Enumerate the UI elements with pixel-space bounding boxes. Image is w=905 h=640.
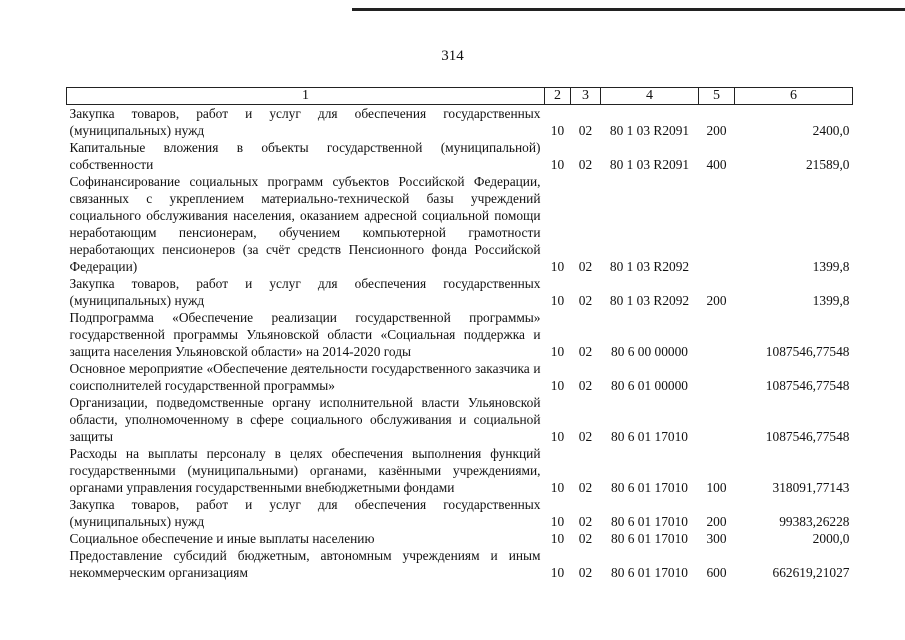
row-description: Расходы на выплаты персоналу в целях обеспечения выполнения функций государственными (муниципальными) органами, казёнными учреждениями, органами управления государственными внебюджетными фондами <box>69 446 541 495</box>
row-amount: 21589,0 <box>805 157 850 172</box>
row-subsection: 02 <box>578 259 593 274</box>
row-description: Социальное обеспечение и иные выплаты населению <box>69 531 375 546</box>
row-target-code: 80 6 00 00000 <box>611 344 688 359</box>
row-amount: 1399,8 <box>812 259 850 274</box>
budget-table <box>66 87 853 581</box>
table-row <box>67 445 853 496</box>
header-col-2: 2 <box>545 88 571 105</box>
top-rule <box>352 8 905 11</box>
table-row <box>67 530 853 547</box>
row-description: Подпрограмма «Обеспечение реализации государственной программы» государственной программы Ульяновской области «Социальная поддержка и защита населения Ульяновской области» на 2014-2020 годы <box>69 310 541 359</box>
row-subsection: 02 <box>578 344 593 359</box>
row-amount: 2400,0 <box>812 123 850 138</box>
row-description: Основное мероприятие «Обеспечение деятельности государственного заказчика и соисполнителей государственной программы» <box>69 361 541 393</box>
row-description: Организации, подведомственные органу исполнительной власти Ульяновской области, уполномоченному в сфере социального обслуживания и социальной защиты <box>69 395 541 444</box>
row-expense-type <box>699 173 735 275</box>
row-expense-type: 400 <box>706 157 727 172</box>
row-section: 10 <box>550 565 565 580</box>
table-row <box>67 496 853 530</box>
row-section: 10 <box>550 480 565 495</box>
header-col-6: 6 <box>735 88 853 105</box>
row-target-code: 80 6 01 17010 <box>611 531 688 546</box>
table-row <box>67 275 853 309</box>
row-target-code: 80 6 01 17010 <box>611 565 688 580</box>
row-amount: 662619,21027 <box>772 565 850 580</box>
row-amount: 1087546,77548 <box>765 344 850 359</box>
row-description: Закупка товаров, работ и услуг для обеспечения государственных (муниципальных) нужд <box>69 276 541 308</box>
row-subsection: 02 <box>578 157 593 172</box>
row-expense-type: 300 <box>706 531 727 546</box>
row-section: 10 <box>550 344 565 359</box>
header-row <box>67 88 853 105</box>
table-row <box>67 309 853 360</box>
row-subsection: 02 <box>578 293 593 308</box>
table-row <box>67 139 853 173</box>
header-col-4: 4 <box>601 88 699 105</box>
row-expense-type: 200 <box>706 123 727 138</box>
row-section: 10 <box>550 531 565 546</box>
row-subsection: 02 <box>578 531 593 546</box>
row-target-code: 80 1 03 R2092 <box>609 293 690 308</box>
row-subsection: 02 <box>578 123 593 138</box>
table-row <box>67 394 853 445</box>
row-target-code: 80 1 03 R2091 <box>609 123 690 138</box>
table-row <box>67 173 853 275</box>
row-section: 10 <box>550 259 565 274</box>
row-target-code: 80 6 01 17010 <box>611 429 688 444</box>
row-amount: 99383,26228 <box>779 514 850 529</box>
row-expense-type <box>699 360 735 394</box>
row-section: 10 <box>550 514 565 529</box>
row-description: Капитальные вложения в объекты государственной (муниципальной) собственности <box>69 140 541 172</box>
row-target-code: 80 1 03 R2092 <box>609 259 690 274</box>
row-amount: 1087546,77548 <box>765 429 850 444</box>
row-section: 10 <box>550 123 565 138</box>
row-section: 10 <box>550 378 565 393</box>
header-col-3: 3 <box>571 88 601 105</box>
row-subsection: 02 <box>578 565 593 580</box>
row-expense-type: 200 <box>706 293 727 308</box>
row-target-code: 80 1 03 R2091 <box>609 157 690 172</box>
table-row <box>67 360 853 394</box>
row-description: Предоставление субсидий бюджетным, автономным учреждениям и иным некоммерческим организациям <box>69 548 541 580</box>
row-expense-type <box>699 309 735 360</box>
row-expense-type: 100 <box>706 480 727 495</box>
row-section: 10 <box>550 157 565 172</box>
row-section: 10 <box>550 293 565 308</box>
table-row <box>67 105 853 140</box>
row-expense-type <box>699 394 735 445</box>
row-expense-type: 200 <box>706 514 727 529</box>
row-subsection: 02 <box>578 429 593 444</box>
row-section: 10 <box>550 429 565 444</box>
row-amount: 318091,77143 <box>772 480 850 495</box>
row-expense-type: 600 <box>706 565 727 580</box>
header-col-1: 1 <box>67 88 545 105</box>
row-description: Софинансирование социальных программ субъектов Российской Федерации, связанных с укреплением материально-технической базы учреждений социального обслуживания населения, оказанием адресной социальной помощи неработающим пенсионерам, обучением компьютерной грамотности неработающих пенсионеров (за счёт средств Пенсионного фонда Российской Федерации) <box>69 174 541 274</box>
header-col-5: 5 <box>699 88 735 105</box>
row-description: Закупка товаров, работ и услуг для обеспечения государственных (муниципальных) нужд <box>69 106 541 138</box>
row-amount: 1087546,77548 <box>765 378 850 393</box>
page-number: 314 <box>441 48 464 64</box>
row-amount: 1399,8 <box>812 293 850 308</box>
row-target-code: 80 6 01 17010 <box>611 514 688 529</box>
row-subsection: 02 <box>578 480 593 495</box>
row-target-code: 80 6 01 17010 <box>611 480 688 495</box>
row-description: Закупка товаров, работ и услуг для обеспечения государственных (муниципальных) нужд <box>69 497 541 529</box>
row-subsection: 02 <box>578 378 593 393</box>
table-row <box>67 547 853 581</box>
row-subsection: 02 <box>578 514 593 529</box>
row-amount: 2000,0 <box>812 531 850 546</box>
row-target-code: 80 6 01 00000 <box>611 378 688 393</box>
